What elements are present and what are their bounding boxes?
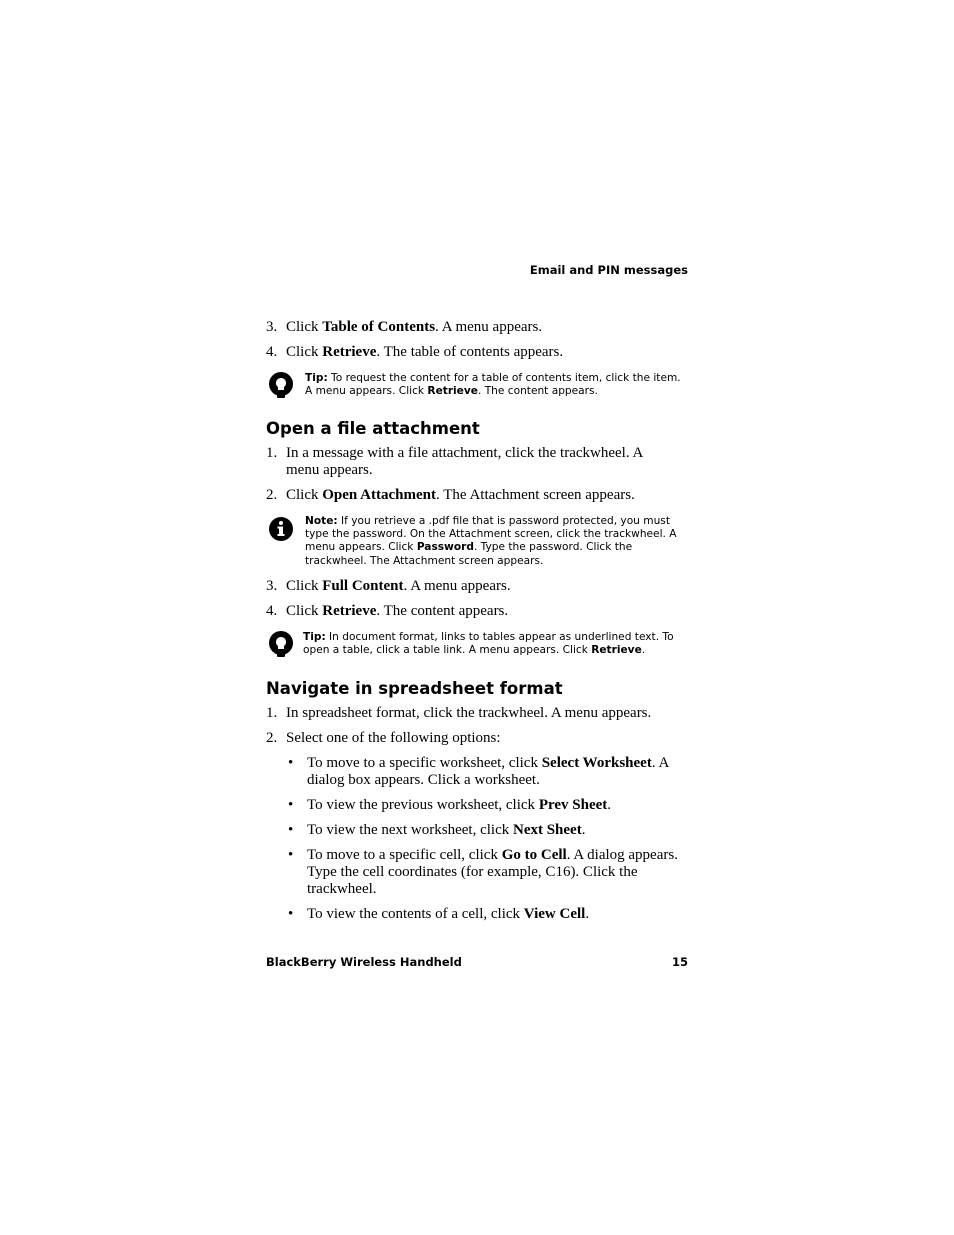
footer-title: BlackBerry Wireless Handheld [266,955,462,969]
step-3: 3. Click Full Content. A menu appears. [266,578,511,594]
ui-term: Retrieve [322,344,377,360]
lightbulb-icon [268,631,294,659]
step-2: 2. Click Open Attachment. The Attachment screen appears. [266,487,635,503]
step-number: 4. [266,344,278,360]
section-heading: Navigate in spreadsheet format [266,679,563,698]
ui-term: Table of Contents [322,319,436,335]
ui-term: Prev Sheet [538,797,608,813]
list-item: • To view the contents of a cell, click View Cell. [288,906,590,922]
ui-term: Open Attachment [322,487,436,503]
tip-text: Tip: To request the content for a table of contents item, click the item. A menu appears. Click Retrieve. The content appears. [305,372,681,398]
tip-text: Tip: In document format, links to tables appear as underlined text. To open a table, click a table link. A menu appears. Click Retrieve. [303,631,674,657]
ui-term: Full Content [322,578,404,594]
ui-term: Next Sheet [512,822,582,838]
bullet-icon: • [288,906,294,922]
step-number: 2. [266,487,278,503]
list-item: • To view the next worksheet, click Next Sheet. [288,822,586,838]
bullet-icon: • [288,847,294,863]
step-text: In spreadsheet format, click the trackwheel. A menu appears. [286,705,652,721]
lightbulb-icon [268,372,294,400]
step-1 [266,705,676,722]
step-4: 4. Click Retrieve. The table of contents appears. [266,344,564,360]
step-number: 3. [266,319,278,335]
list-item: • To move to a specific cell, click Go to Cell. A dialog appears. Type the cell coordinates (for example, C16). Click the trackwheel. [288,847,678,897]
step-number: 1. [266,705,278,721]
step-4: 4. Click Retrieve. The content appears. [266,603,509,619]
step-number: 2. [266,730,278,746]
step-2 [266,730,676,747]
section-heading: Open a file attachment [266,419,480,438]
bullet-icon: • [288,797,294,813]
step-number: 4. [266,603,278,619]
step-1 [266,445,676,479]
step-3: 3. Click Table of Contents. A menu appears. [266,319,543,335]
list-item: • To move to a specific worksheet, click Select Worksheet. A dialog box appears. Click a worksheet. [288,755,669,788]
ui-term: Retrieve [322,603,377,619]
ui-term: Select Worksheet [541,755,652,771]
running-head: Email and PIN messages [529,263,688,277]
step-text: Select one of the following options: [286,730,501,746]
info-icon [268,515,294,543]
bullet-icon: • [288,755,294,771]
bullet-icon: • [288,822,294,838]
step-text: In a message with a file attachment, click the trackwheel. A menu appears. [286,445,643,478]
page-number: 15 [671,955,688,969]
ui-term: View Cell [523,906,586,922]
step-number: 3. [266,578,278,594]
ui-term: Go to Cell [501,847,567,863]
note-text: Note: If you retrieve a .pdf file that is password protected, you must type the password. On the Attachment screen, click the trackwheel. A menu appears. Click Password. Type the password. Click the trackwheel. The Attachment screen appears. [305,515,677,567]
step-number: 1. [266,445,278,461]
list-item: • To view the previous worksheet, click Prev Sheet. [288,797,612,813]
